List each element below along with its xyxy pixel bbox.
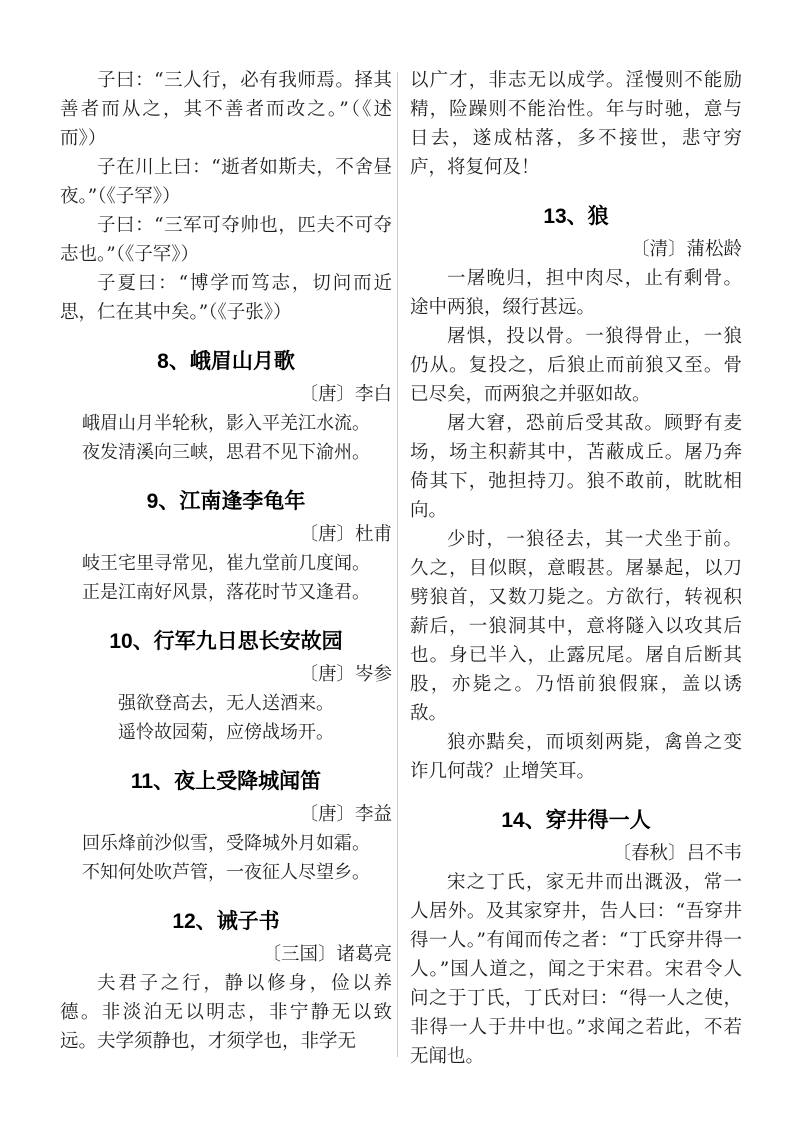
section-title: 13、狼 (543, 205, 609, 228)
verse-line: 正是江南好风景，落花时节又逢君。 (82, 582, 370, 603)
prose-paragraph: 夫君子之行，静以修身，俭以养德。非淡泊无以明志，非宁静无以致远。夫学须静也，才须学也，非学无 (60, 973, 392, 1052)
verse-line: 夜发清溪向三峡，思君不见下渝州。 (82, 442, 370, 463)
author-line: 〔唐〕岑参 (299, 664, 392, 685)
author-line: 〔春秋〕吕不韦 (612, 843, 742, 864)
analects-paragraph: 子夏曰：“博学而笃志，切问而近思，仁在其中矣。”（《子张》） (60, 273, 392, 323)
right-column (410, 66, 742, 1071)
prose-paragraph: 狼亦黠矣，而顷刻两毙，禽兽之变诈几何哉？止增笑耳。 (410, 732, 742, 782)
author-line: 〔唐〕杜甫 (299, 524, 392, 545)
author-line: 〔三国〕诸葛亮 (262, 944, 392, 965)
prose-paragraph: 屠惧，投以骨。一狼得骨止，一狼仍从。复投之，后狼止而前狼又至。骨已尽矣，而两狼之并驱如故。 (410, 326, 742, 405)
poem-section-emei (60, 348, 392, 467)
section-title: 12、诫子书 (172, 910, 280, 933)
prose-paragraph: 屠大窘，恐前后受其敌。顾野有麦场，场主积薪其中，苫蔽成丘。屠乃奔倚其下，弛担持刀。狼不敢前，眈眈相向。 (410, 413, 742, 521)
section-title: 14、穿井得一人 (501, 809, 651, 832)
prose-section-jiezishu (60, 908, 392, 1056)
prose-section-lang (410, 203, 742, 786)
left-column (60, 66, 392, 1056)
section-title: 10、行军九日思长安故园 (109, 630, 343, 653)
continuation-paragraph: 以广才，非志无以成学。淫慢则不能励精，险躁则不能治性。年与时驰，意与日去，遂成枯落，多不接世，悲守穷庐，将复何及！ (410, 70, 742, 178)
verse-line: 遥怜故园菊，应傍战场开。 (118, 722, 334, 743)
poem-section-jiangnan (60, 488, 392, 607)
section-title: 11、夜上受降城闻笛 (130, 770, 322, 793)
poem-section-shouxiang (60, 768, 392, 887)
verse-line: 岐王宅里寻常见，崔九堂前几度闻。 (82, 553, 370, 574)
column-divider (397, 72, 398, 1057)
verse-line: 峨眉山月半轮秋，影入平羌江水流。 (82, 413, 370, 434)
analects-paragraph: 子曰：“三人行，必有我师焉。择其善者而从之，其不善者而改之。”（《述而》） (60, 70, 392, 149)
author-line: 〔唐〕李白 (299, 384, 392, 405)
verse-line: 回乐烽前沙似雪，受降城外月如霜。 (82, 833, 370, 854)
author-line: 〔唐〕李益 (299, 804, 392, 825)
prose-section-chuanjing (410, 807, 742, 1071)
analects-paragraph: 子在川上曰：“逝者如斯夫，不舍昼夜。”（《子罕》） (60, 157, 392, 207)
section-title: 9、江南逢李龟年 (146, 490, 306, 513)
verse-line: 强欲登高去，无人送酒来。 (118, 693, 334, 714)
prose-paragraph: 少时，一狼径去，其一犬坐于前。久之，目似瞑，意暇甚。屠暴起，以刀劈狼首，又数刀毙之。方欲行，转视积薪后，一狼洞其中，意将隧入以攻其后也。身已半入，止露尻尾。屠自后断其股，亦毙之。乃悟前狼假寐，盖以诱敌。 (410, 529, 742, 724)
section-title: 8、峨眉山月歌 (157, 350, 295, 373)
prose-paragraph: 一屠晚归，担中肉尽，止有剩骨。途中两狼，缀行甚远。 (410, 268, 742, 318)
prose-paragraph: 宋之丁氏，家无井而出溉汲，常一人居外。及其家穿井，告人曰：“吾穿井得一人。”有闻而传之者：“丁氏穿井得一人。”国人道之，闻之于宋君。宋君令人问之于丁氏，丁氏对曰：“得一人之使，非得一人于井中也。”求闻之若此，不若无闻也。 (410, 872, 742, 1067)
author-line: 〔清〕蒲松龄 (630, 239, 742, 260)
analects-paragraph: 子曰：“三军可夺帅也，匹夫不可夺志也。”（《子罕》） (60, 215, 392, 265)
verse-line: 不知何处吹芦管，一夜征人尽望乡。 (82, 862, 370, 883)
poem-section-xingjun (60, 628, 392, 747)
